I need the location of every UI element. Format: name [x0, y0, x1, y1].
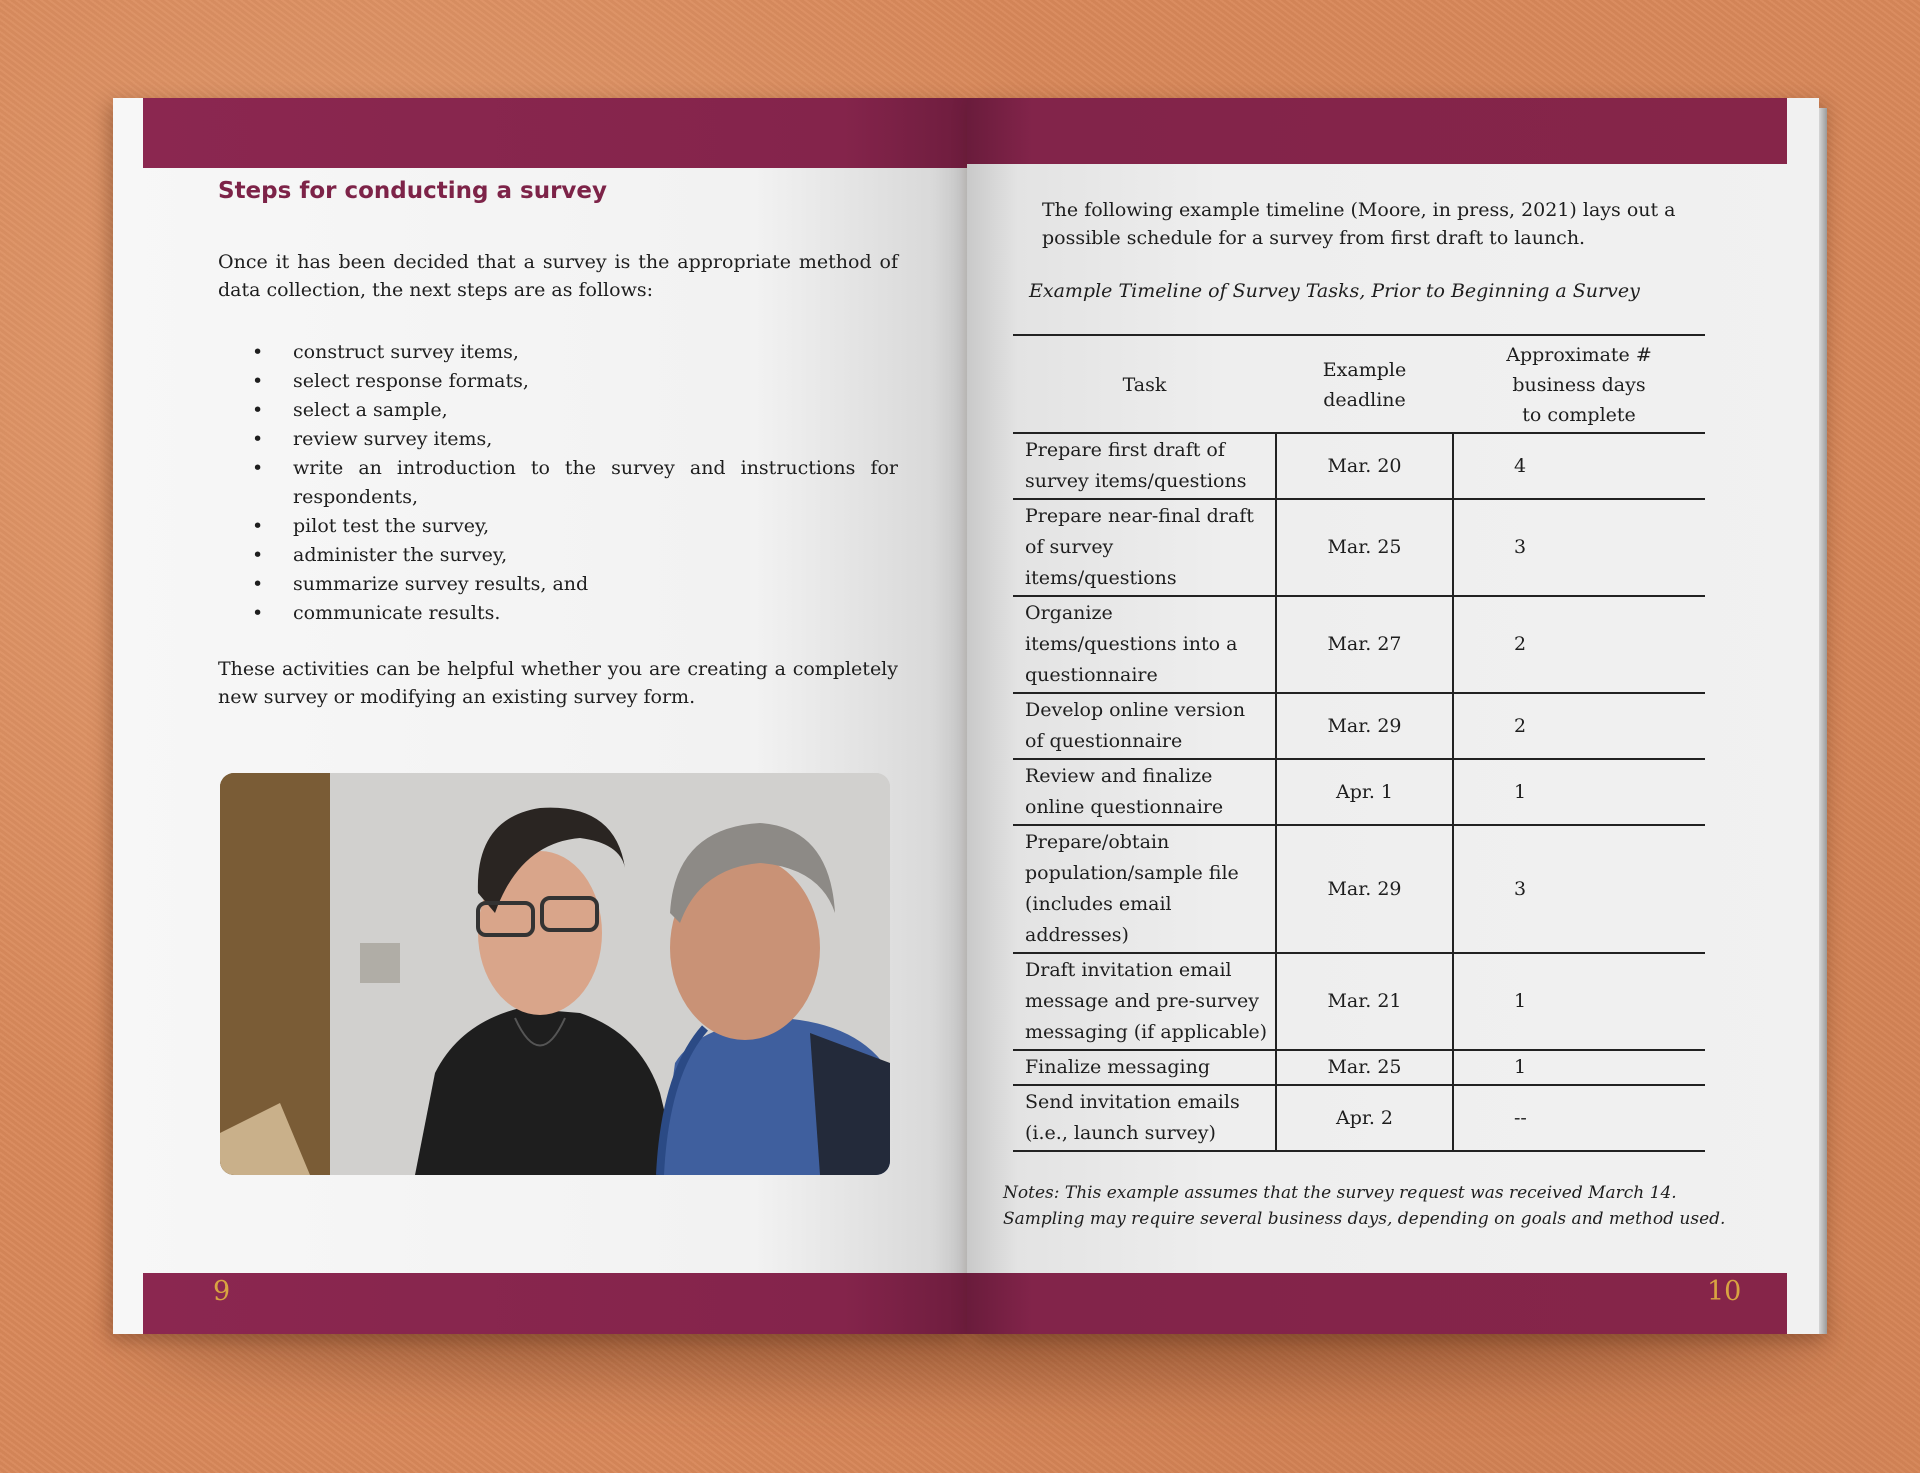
task-cell: Review and finalize online questionnaire: [1013, 759, 1276, 825]
list-item: • review survey items,: [218, 425, 898, 454]
list-item: • select response formats,: [218, 367, 898, 396]
deadline-cell: Mar. 20: [1276, 433, 1453, 499]
deadline-cell: Mar. 21: [1276, 953, 1453, 1050]
table-row: [1013, 1050, 1705, 1085]
deadline-cell: Apr. 2: [1276, 1085, 1453, 1151]
task-cell: Finalize messaging: [1013, 1050, 1276, 1085]
top-band: [967, 98, 1787, 164]
steps-list: [218, 338, 898, 628]
list-item: • summarize survey results, and: [218, 570, 898, 599]
photo-illustration: [220, 773, 890, 1175]
task-cell: Send invitation emails (i.e., launch survey): [1013, 1085, 1276, 1151]
task-cell: Prepare first draft of survey items/questions: [1013, 433, 1276, 499]
days-cell: 1: [1453, 953, 1705, 1050]
task-cell: Develop online version of questionnaire: [1013, 693, 1276, 759]
outro-paragraph: These activities can be helpful whether you are creating a completely new survey or modifying an existing survey form.: [218, 658, 898, 708]
header-days: Approximate # business days to complete: [1453, 335, 1705, 433]
bottom-band: [143, 1273, 967, 1334]
table-header-row: [1013, 335, 1705, 433]
table-row: [1013, 759, 1705, 825]
list-item: • write an introduction to the survey and instructions for respondents,: [218, 454, 898, 512]
table-row: [1013, 825, 1705, 953]
table-row: [1013, 433, 1705, 499]
top-band: [143, 98, 967, 168]
task-cell: Draft invitation email message and pre-survey messaging (if applicable): [1013, 953, 1276, 1050]
deadline-cell: Mar. 27: [1276, 596, 1453, 693]
list-item: • communicate results.: [218, 599, 898, 628]
days-cell: 2: [1453, 693, 1705, 759]
days-cell: 3: [1453, 499, 1705, 596]
task-cell: Prepare/obtain population/sample file (includes email addresses): [1013, 825, 1276, 953]
table-row: [1013, 693, 1705, 759]
photo: [220, 773, 890, 1175]
table-notes: Notes: This example assumes that the survey request was received March 14. Sampling may require several business days, depending on goals and method used.: [1003, 1183, 1726, 1229]
table-row: [1013, 953, 1705, 1050]
table-row: [1013, 1085, 1705, 1151]
deadline-cell: Apr. 1: [1276, 759, 1453, 825]
timeline-table: [1013, 334, 1705, 1152]
list-item: • administer the survey,: [218, 541, 898, 570]
list-item: • pilot test the survey,: [218, 512, 898, 541]
list-item: • construct survey items,: [218, 338, 898, 367]
page-number: 10: [1707, 1276, 1742, 1307]
days-cell: --: [1453, 1085, 1705, 1151]
page-edge: [1819, 108, 1827, 1334]
intro-paragraph: The following example timeline (Moore, in press, 2021) lays out a possible schedule for a survey from first draft to launch.: [1042, 199, 1676, 249]
list-item: • select a sample,: [218, 396, 898, 425]
days-cell: 2: [1453, 596, 1705, 693]
table-row: [1013, 596, 1705, 693]
task-cell: Prepare near-final draft of survey items/questions: [1013, 499, 1276, 596]
page-number: 9: [213, 1276, 231, 1307]
intro-paragraph: Once it has been decided that a survey is the appropriate method of data collection, the next steps are as follows:: [218, 251, 898, 301]
table-caption: Example Timeline of Survey Tasks, Prior to Beginning a Survey: [1029, 280, 1640, 302]
deadline-cell: Mar. 29: [1276, 825, 1453, 953]
deadline-cell: Mar. 25: [1276, 499, 1453, 596]
deadline-cell: Mar. 25: [1276, 1050, 1453, 1085]
days-cell: 1: [1453, 1050, 1705, 1085]
days-cell: 4: [1453, 433, 1705, 499]
bottom-band: [967, 1273, 1787, 1334]
right-page: [967, 98, 1819, 1334]
days-cell: 1: [1453, 759, 1705, 825]
header-task: Task: [1013, 335, 1276, 433]
section-heading: Steps for conducting a survey: [218, 178, 608, 204]
table-row: [1013, 499, 1705, 596]
task-cell: Organize items/questions into a questionnaire: [1013, 596, 1276, 693]
left-page: [113, 98, 967, 1334]
days-cell: 3: [1453, 825, 1705, 953]
header-deadline: Example deadline: [1276, 335, 1453, 433]
deadline-cell: Mar. 29: [1276, 693, 1453, 759]
